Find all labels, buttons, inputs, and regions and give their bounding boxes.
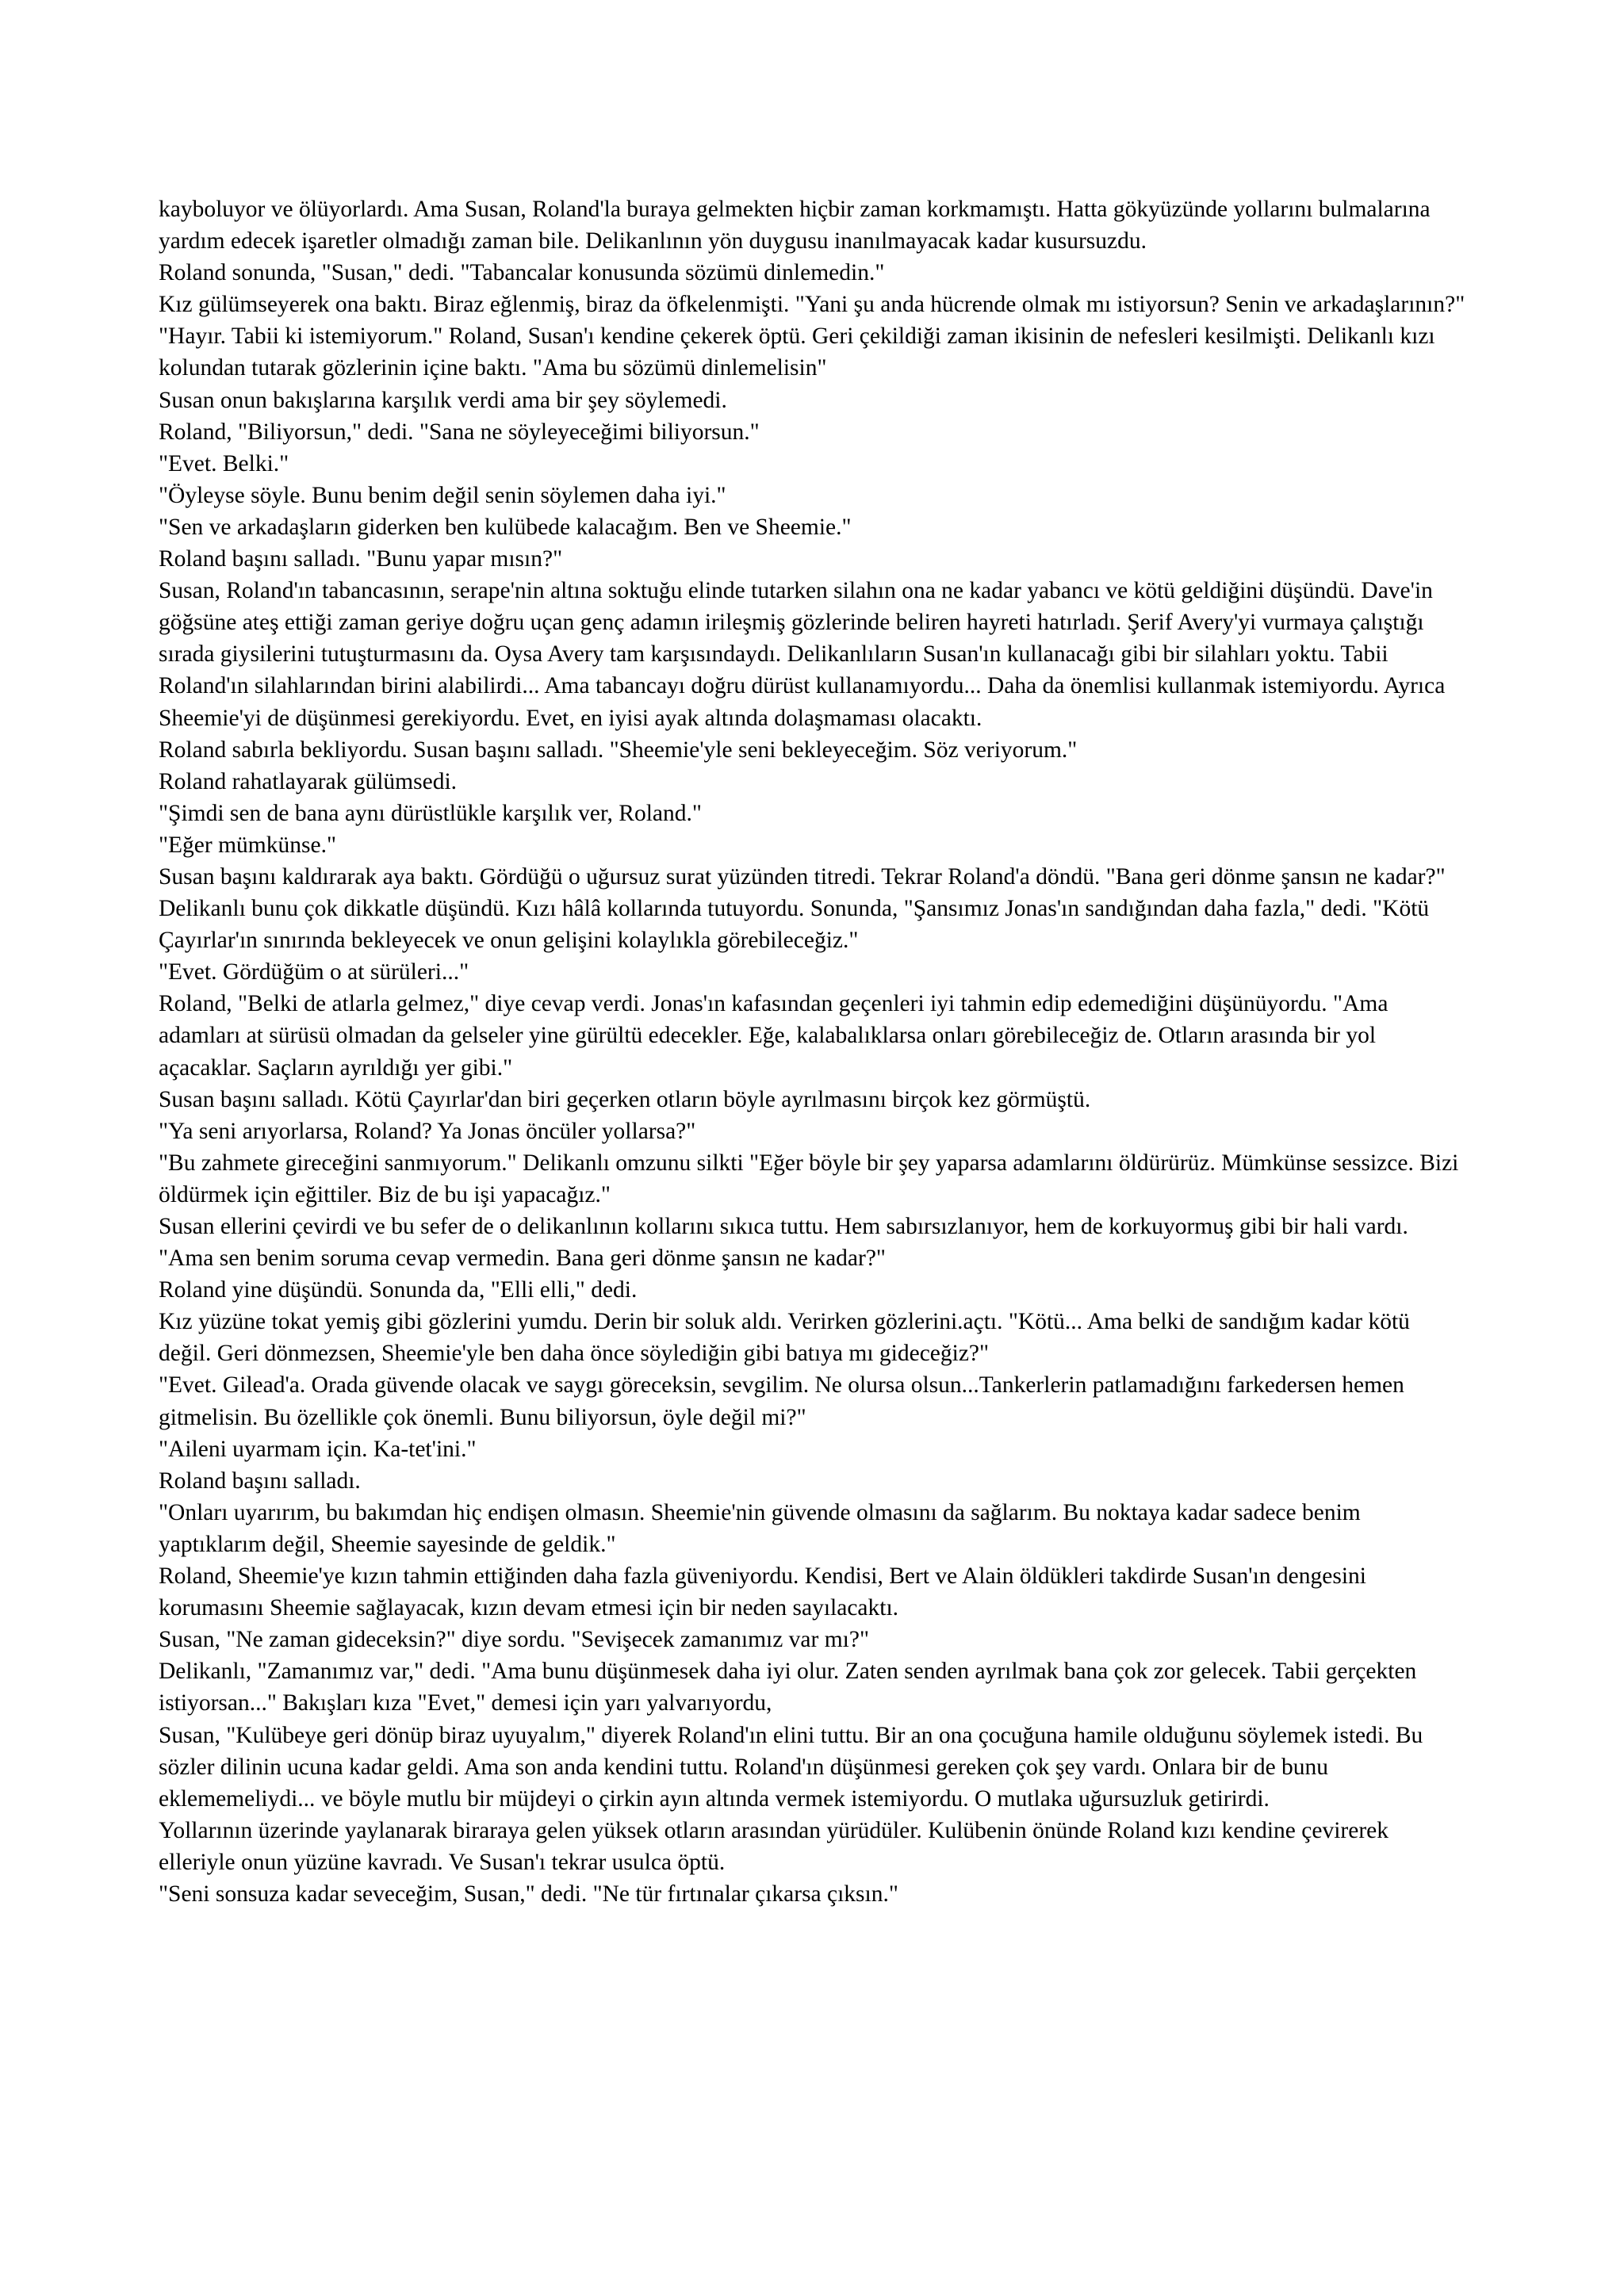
paragraph: "Evet. Gördüğüm o at sürüleri...": [159, 959, 469, 985]
paragraph: Susan onun bakışlarına karşılık verdi ama bir şey söylemedi.: [159, 387, 727, 413]
paragraph: "Öyleyse söyle. Bunu benim değil senin söylemen daha iyi.": [159, 482, 726, 508]
paragraph: Susan başını salladı. Kötü Çayırlar'dan biri geçerken otların böyle ayrılmasını birçok kez görmüştü.: [159, 1086, 1091, 1112]
paragraph: Delikanlı bunu çok dikkatle düşündü. Kızı hâlâ kollarında tutuyordu. Sonunda, "Şansımız Jonas'ın sandığından daha fazla," dedi. "Kötü Çayırlar'ın sınırında bekleyecek ve onun gelişini kolaylıkla görebileceğiz.": [159, 896, 1430, 954]
paragraph: "Eğer mümkünse.": [159, 832, 336, 858]
paragraph: "Aileni uyarmam için. Ka-tet'ini.": [159, 1436, 477, 1462]
paragraph: "Şimdi sen de bana aynı dürüstlükle karşılık ver, Roland.": [159, 800, 702, 826]
paragraph: Roland, Sheemie'ye kızın tahmin ettiğinden daha fazla güveniyordu. Kendisi, Bert ve Alain öldükleri takdirde Susan'ın dengesini korumasını Sheemie sağlayacak, kızın devam etmesi için bir neden sayılacaktı.: [159, 1563, 1366, 1621]
paragraph: Roland, "Biliyorsun," dedi. "Sana ne söyleyeceğimi biliyorsun.": [159, 419, 760, 445]
paragraph: "Evet. Belki.": [159, 450, 289, 476]
paragraph: Roland rahatlayarak gülümsedi.: [159, 768, 458, 794]
paragraph: Delikanlı, "Zamanımız var," dedi. "Ama bunu düşünmesek daha iyi olur. Zaten senden ayrılmak bana çok zor gelecek. Tabii gerçekten istiyorsan..." Bakışları kıza "Evet," demesi için yarı yalvarıyordu,: [159, 1659, 1417, 1716]
paragraph: Roland başını salladı. "Bunu yapar mısın?": [159, 546, 563, 572]
paragraph: Susan ellerini çevirdi ve bu sefer de o delikanlının kollarını sıkıca tuttu. Hem sabırsızlanıyor, hem de korkuyormuş gibi bir hali vardı. "Ama sen benim soruma cevap vermedin. Bana geri dönme şansın ne kadar?": [159, 1214, 1408, 1272]
paragraph: "Sen ve arkadaşların giderken ben kulübede kalacağım. Ben ve Sheemie.": [159, 514, 852, 540]
paragraph: Roland başını salladı.: [159, 1468, 361, 1494]
paragraph: kayboluyor ve ölüyorlardı. Ama Susan, Roland'la buraya gelmekten hiçbir zaman korkmamıştı. Hatta gökyüzünde yollarını bulmalarına yardım edecek işaretler olmadığı zaman bile. Delikanlının yön duygusu inanılmayacak kadar kusursuzdu.: [159, 197, 1431, 254]
paragraph: Susan, "Kulübeye geri dönüp biraz uyuyalım," diyerek Roland'ın elini tuttu. Bir an ona çocuğuna hamile olduğunu söylemek istedi. Bu sözler dilinin ucuna kadar geldi. Ama son anda kendini tuttu. Roland'ın düşünmesi gereken çok şey vardı. Onlara bir de bunu eklememeliydi... ve böyle mutlu bir müjdeyi o çirkin ayın altında vermek istemiyordu. O mutlaka uğursuzluk getirirdi.: [159, 1722, 1423, 1812]
paragraph: "Hayır. Tabii ki istemiyorum." Roland, Susan'ı kendine çekerek öptü. Geri çekildiği zaman ikisinin de nefesleri kesilmişti. Delikanlı kızı kolundan tutarak gözlerinin içine baktı. "Ama bu sözümü dinlemelisin": [159, 323, 1435, 381]
paragraph: "Onları uyarırım, bu bakımdan hiç endişen olmasın. Sheemie'nin güvende olmasını da sağlarım. Bu noktaya kadar sadece benim yaptıklarım değil, Sheemie sayesinde de geldik.": [159, 1499, 1361, 1557]
body-text: [159, 193, 1467, 1910]
paragraph: Roland sabırla bekliyordu. Susan başını salladı. "Sheemie'yle seni bekleyeceğim. Söz veriyorum.": [159, 737, 1078, 763]
paragraph: Yollarının üzerinde yaylanarak biraraya gelen yüksek otların arasından yürüdüler. Kulübenin önünde Roland kızı kendine çevirerek elleriyle onun yüzüne kavradı. Ve Susan'ı tekrar usulca öptü.: [159, 1817, 1388, 1875]
paragraph: Susan, Roland'ın tabancasının, serape'nin altına soktuğu elinde tutarken silahın ona ne kadar yabancı ve kötü geldiğini düşündü. Dave'in göğsüne ateş ettiği zaman geriye doğru uçan genç adamın irileşmiş gözlerinde beliren hayreti hatırladı. Şerif Avery'yi vurmaya çalıştığı sırada giysilerini tutuşturmasını da. Oysa Avery tam karşısındaydı. Delikanlıların Susan'ın kullanacağı gibi bir silahları yoktu. Tabii Roland'ın silahlarından birini alabilirdi... Ama tabancayı doğru dürüst kullanamıyordu... Daha da önemlisi kullanmak istemiyordu. Ayrıca Sheemie'yi de düşünmesi gerekiyordu. Evet, en iyisi ayak altında dolaşmaması olacaktı.: [159, 578, 1446, 731]
paragraph: Susan başını kaldırarak aya baktı. Gördüğü o uğursuz surat yüzünden titredi. Tekrar Roland'a döndü. "Bana geri dönme şansın ne kadar?": [159, 863, 1446, 890]
paragraph: Susan, "Ne zaman gideceksin?" diye sordu. "Sevişecek zamanımız var mı?": [159, 1627, 870, 1653]
paragraph: Kız gülümseyerek ona baktı. Biraz eğlenmiş, biraz da öfkelenmişti. "Yani şu anda hücrende olmak mı istiyorsun? Senin ve arkadaşlarının?": [159, 292, 1465, 318]
paragraph: Roland yine düşündü. Sonunda da, "Elli elli," dedi.: [159, 1277, 638, 1303]
paragraph: "Bu zahmete gireceğini sanmıyorum." Delikanlı omzunu silkti "Eğer böyle bir şey yaparsa adamlarını öldürürüz. Mümkünse sessizce. Bizi öldürmek için eğittiler. Biz de bu işi yapacağız.": [159, 1150, 1459, 1207]
paragraph: "Evet. Gilead'a. Orada güvende olacak ve saygı göreceksin, sevgilim. Ne olursa olsun...Tankerlerin patlamadığını farkedersen hemen gitmelisin. Bu özellikle çok önemli. Bunu biliyorsun, öyle değil mi?": [159, 1372, 1404, 1430]
paragraph: Roland sonunda, "Susan," dedi. "Tabancalar konusunda sözümü dinlemedin.": [159, 260, 885, 286]
paragraph: "Ya seni arıyorlarsa, Roland? Ya Jonas öncüler yollarsa?": [159, 1118, 696, 1144]
paragraph: "Seni sonsuza kadar seveceğim, Susan," dedi. "Ne tür fırtınalar çıkarsa çıksın.": [159, 1881, 898, 1907]
paragraph: Kız yüzüne tokat yemiş gibi gözlerini yumdu. Derin bir soluk aldı. Verirken gözlerini.açtı. "Kötü... Ama belki de sandığım kadar kötü değil. Geri dönmezsen, Sheemie'yle ben daha önce söylediğin gibi batıya mı gideceğiz?": [159, 1309, 1410, 1367]
paragraph: Roland, "Belki de atlarla gelmez," diye cevap verdi. Jonas'ın kafasından geçenleri iyi tahmin edip edemediğini düşünüyordu. "Ama adamları at sürüsü olmadan da gelseler yine gürültü edecekler. Eğe, kalabalıklarsa onları görebileceğiz de. Otların arasında bir yol açacaklar. Saçların ayrıldığı yer gibi.": [159, 991, 1388, 1081]
